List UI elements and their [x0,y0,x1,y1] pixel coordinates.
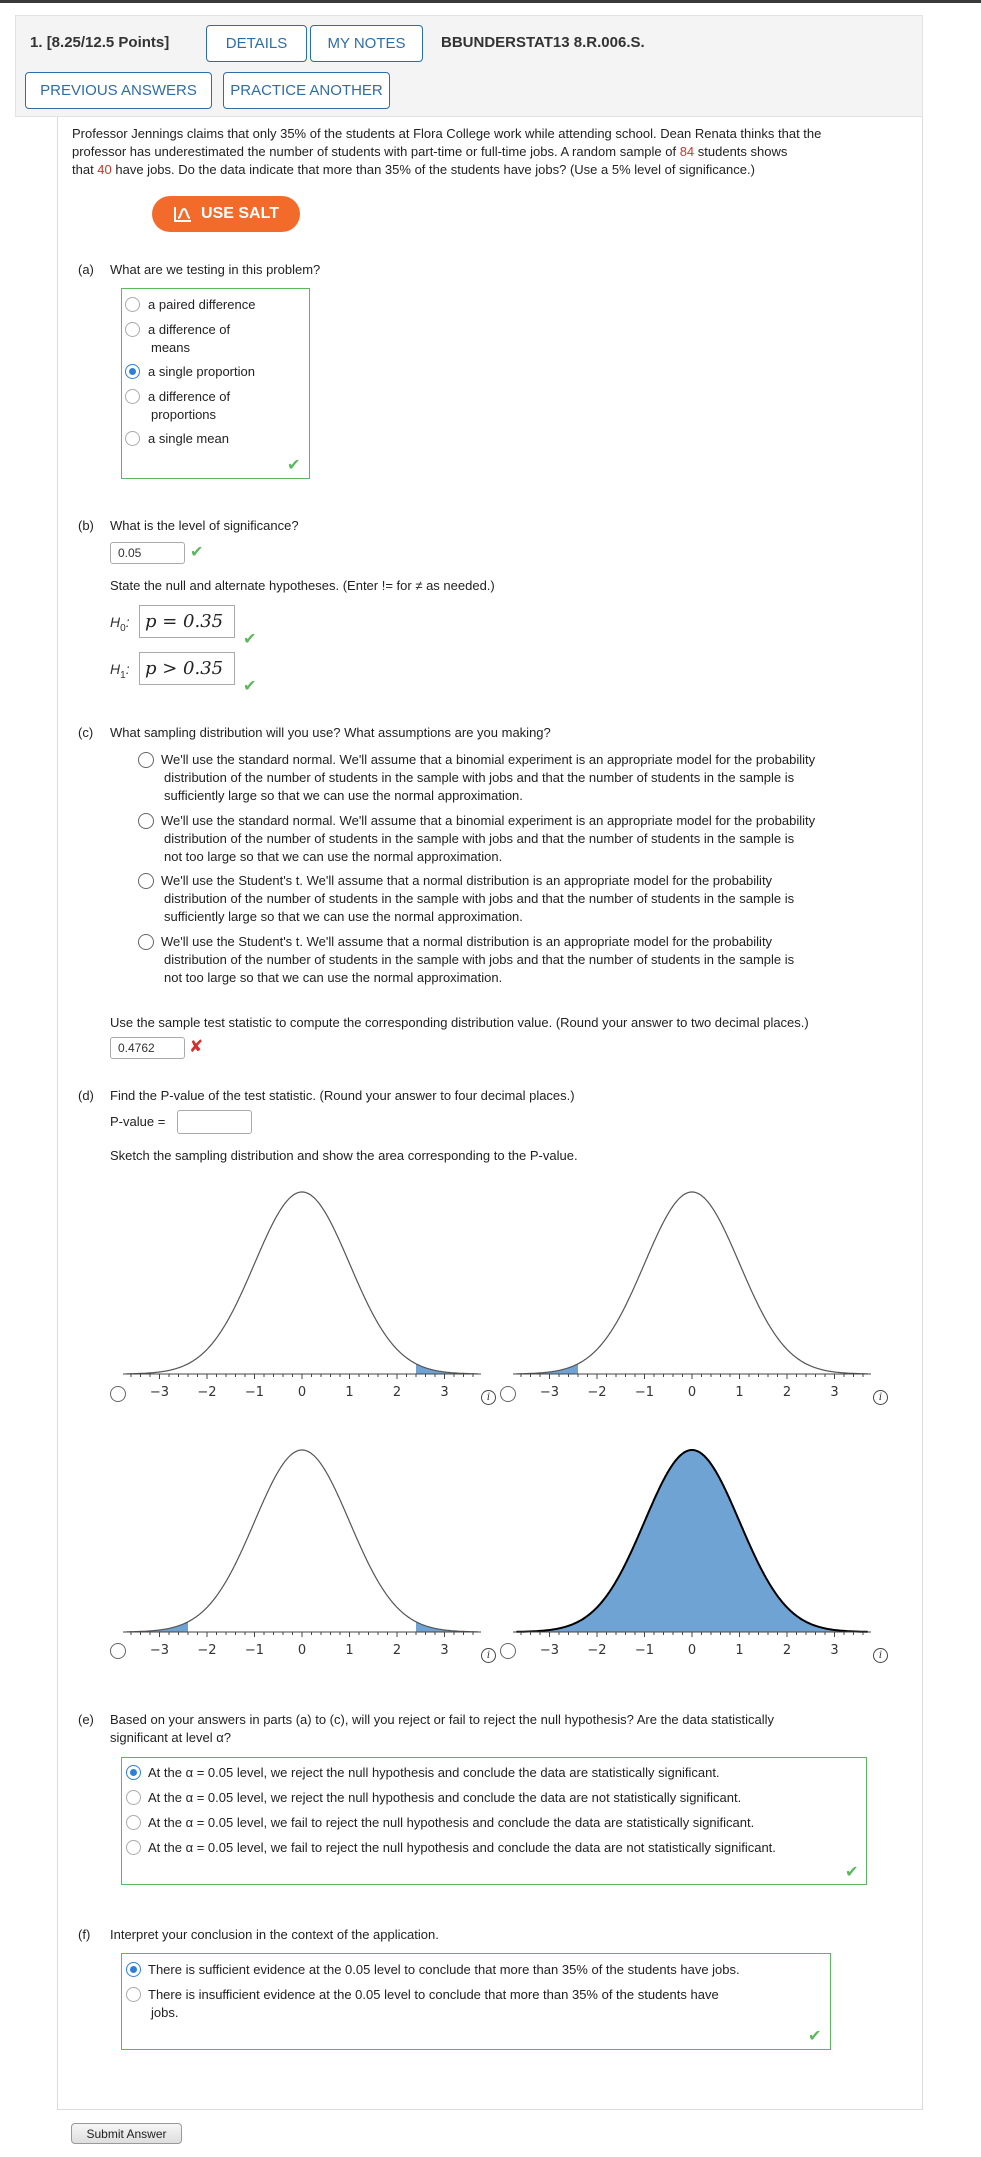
option-text: a difference of [148,389,231,404]
part-a-option-1[interactable] [148,321,230,357]
h1-input[interactable]: p > 0.35 [139,652,235,685]
part-d-label: (d) [78,1088,94,1103]
part-f-label: (f) [78,1927,91,1942]
option-text: means [151,340,191,355]
h0-label: $H_0$: [110,614,130,634]
part-a-label: (a) [78,262,94,277]
option-text: jobs. [151,2005,179,2020]
h1-label: $H_1$: [110,661,130,681]
problem-text: professor has underestimated the number of students with part-time or full-time jobs. A random sample of [72,144,680,159]
part-c-radio-0[interactable] [138,752,154,768]
option-text: distribution of the number of students in the sample with jobs and that the number of students in the sample is [164,831,795,846]
part-f-radio-1[interactable] [126,1987,141,2002]
option-text: a paired difference [148,297,256,312]
option-text: a single proportion [148,364,255,379]
h1-subscript: 1 [120,669,126,681]
use-salt-button[interactable] [152,196,300,232]
axis-tick-label: 0 [687,1643,697,1658]
info-icon[interactable]: i [873,1648,888,1663]
question-text: Based on your answers in parts (a) to (c), will you reject or fail to reject the null hypothesis? Are the data statistically [110,1712,775,1727]
correct-check-icon: ✔ [190,544,204,561]
info-icon[interactable]: i [481,1648,496,1663]
part-e-option-3[interactable]: At the α = 0.05 level, we fail to reject the null hypothesis and conclude the data are not statistically significant. [148,1840,776,1855]
part-c-label: (c) [78,725,94,740]
axis-tick-label: 0 [687,1385,697,1400]
option-text: There is insufficient evidence at the 0.05 level to conclude that more than 35% of the students have [148,1987,719,2002]
part-c-radio-1[interactable] [138,813,154,829]
option-text: distribution of the number of students in the sample with jobs and that the number of students in the sample is [164,891,795,906]
axis-tick-label: 3 [440,1385,449,1400]
part-a-question: What are we testing in this problem? [110,262,321,277]
part-f-option-1[interactable] [148,1986,719,2022]
problem-text: that [72,162,98,177]
part-a-option-4[interactable] [148,430,229,448]
submit-answer-button[interactable]: Submit Answer [71,2123,182,2144]
axis-tick-label: −1 [634,1385,655,1400]
axis-tick-label: −3 [149,1385,170,1400]
axis-tick-label: −3 [539,1385,560,1400]
axis-tick-label: −2 [587,1643,607,1658]
correct-check-icon: ✔ [287,457,301,474]
part-a-option-0[interactable] [148,296,255,314]
pvalue-label: P-value = [110,1114,166,1129]
axis-tick-label: 3 [440,1643,449,1658]
correct-check-icon: ✔ [243,678,257,695]
hypotheses-prompt: State the null and alternate hypotheses. (Enter != for ≠ as needed.) [110,578,495,593]
salt-icon [173,205,193,223]
part-f-radio-0[interactable] [126,1962,141,1977]
part-c-option-1[interactable] [161,812,901,866]
problem-text: students shows [694,144,788,159]
part-a-radio-0[interactable] [125,297,140,312]
normal-curve [126,1192,478,1374]
significance-input[interactable]: 0.05 [110,542,185,564]
option-text: not too large so that we can use the normal approximation. [164,849,503,864]
info-icon[interactable]: i [873,1390,888,1405]
question-number-points [30,34,169,51]
part-a-option-3[interactable] [148,388,230,424]
graph-0[interactable] [120,1182,484,1404]
part-c-option-0[interactable] [161,751,901,805]
correct-check-icon: ✔ [845,1864,859,1881]
axis-tick-label: −1 [634,1643,655,1658]
part-c-option-3[interactable] [161,933,901,987]
test-stat-input[interactable]: 0.4762 [110,1037,185,1059]
part-e-label: (e) [78,1712,94,1727]
option-text: proportions [151,407,217,422]
info-icon[interactable]: i [481,1390,496,1405]
sample-size-value: 84 [679,144,695,159]
problem-line-2 [72,143,922,161]
part-e-radio-3[interactable] [126,1840,141,1855]
test-stat-prompt: Use the sample test statistic to compute the corresponding distribution value. (Round your answer to two decimal places.) [110,1015,809,1030]
part-b-question: What is the level of significance? [110,518,299,533]
question-points: [8.25/12.5 Points] [46,34,170,51]
axis-tick-label: 2 [782,1643,792,1658]
axis-tick-label: 1 [345,1643,354,1658]
sketch-prompt: Sketch the sampling distribution and show the area corresponding to the P-value. [110,1148,578,1163]
part-e-question [110,1711,910,1747]
part-a-answer-box [121,288,310,479]
h0-letter: H [110,614,121,630]
axis-tick-label: 0 [297,1643,307,1658]
correct-check-icon: ✔ [243,631,257,648]
normal-curve [516,1192,868,1374]
axis-tick-label: 1 [735,1643,744,1658]
axis-tick-label: −1 [244,1385,265,1400]
part-e-option-1[interactable]: At the α = 0.05 level, we reject the null hypothesis and conclude the data are not statistically significant. [148,1790,742,1805]
part-e-radio-2[interactable] [126,1815,141,1830]
problem-line-3 [72,161,922,179]
part-e-radio-1[interactable] [126,1790,141,1805]
option-text: We'll use the Student's t. We'll assume that a normal distribution is an appropriate model for the probability [161,873,773,888]
axis-tick-label: −2 [587,1385,607,1400]
option-text: distribution of the number of students in the sample with jobs and that the number of students in the sample is [164,952,795,967]
my-notes-button[interactable]: MY NOTES [310,25,423,62]
pvalue-input[interactable] [177,1110,252,1134]
part-c-question: What sampling distribution will you use? What assumptions are you making? [110,725,551,740]
option-text: a single mean [148,431,229,446]
problem-line-1: Professor Jennings claims that only 35% of the students at Flora College work while attending school. Dean Renata thinks that the [72,126,822,141]
details-button[interactable]: DETAILS [206,25,307,62]
axis-tick-label: −2 [197,1385,217,1400]
axis-tick-label: 2 [392,1643,402,1658]
part-e-option-2[interactable]: At the α = 0.05 level, we fail to reject the null hypothesis and conclude the data are statistically significant. [148,1815,755,1830]
axis-tick-label: 1 [345,1385,354,1400]
use-salt-label: USE SALT [201,205,279,222]
part-a-radio-2[interactable] [125,364,140,379]
axis-tick-label: −3 [149,1643,170,1658]
option-text: distribution of the number of students in the sample with jobs and that the number of students in the sample is [164,770,795,785]
part-f-question: Interpret your conclusion in the context of the application. [110,1927,439,1942]
course-id: BBUNDERSTAT13 8.R.006.S. [441,34,645,51]
option-text: We'll use the standard normal. We'll assume that a binomial experiment is an appropriate model for the probability [161,813,816,828]
option-text: a difference of [148,322,231,337]
h0-input[interactable]: p = 0.35 [139,605,235,638]
part-a-radio-4[interactable] [125,431,140,446]
part-e-radio-0[interactable] [126,1765,141,1780]
axis-tick-label: 2 [782,1385,792,1400]
part-f-option-0[interactable]: There is sufficient evidence at the 0.05 level to conclude that more than 35% of the students have jobs. [148,1962,740,1977]
h1-letter: H [110,661,121,677]
option-text: We'll use the standard normal. We'll assume that a binomial experiment is an appropriate model for the probability [161,752,816,767]
option-text: sufficiently large so that we can use the normal approximation. [164,788,523,803]
normal-curve [126,1450,478,1632]
shaded-full-area [516,1450,868,1632]
axis-tick-label: 3 [830,1643,839,1658]
part-a-option-2[interactable] [148,363,255,381]
part-d-question: Find the P-value of the test statistic. (Round your answer to four decimal places.) [110,1088,575,1103]
axis-tick-label: −3 [539,1643,560,1658]
option-text: We'll use the Student's t. We'll assume that a normal distribution is an appropriate model for the probability [161,934,773,949]
question-text: significant at level α? [110,1730,231,1745]
axis-tick-label: 2 [392,1385,402,1400]
option-text: not too large so that we can use the normal approximation. [164,970,503,985]
part-a-radio-1[interactable] [125,322,140,337]
axis-tick-label: −1 [244,1643,265,1658]
part-e-option-0[interactable]: At the α = 0.05 level, we reject the null hypothesis and conclude the data are statistically significant. [148,1765,720,1780]
previous-answers-button[interactable]: PREVIOUS ANSWERS [25,72,212,109]
part-c-option-2[interactable] [161,872,901,926]
practice-another-button[interactable]: PRACTICE ANOTHER [223,72,390,109]
graph-1[interactable] [510,1182,874,1404]
option-text: sufficiently large so that we can use the normal approximation. [164,909,523,924]
axis-tick-label: 0 [297,1385,307,1400]
problem-statement [72,125,922,179]
h0-subscript: 0 [120,622,126,634]
problem-text: have jobs. Do the data indicate that more than 35% of the students have jobs? (Use a 5% level of significance.) [111,162,755,177]
part-a-radio-3[interactable] [125,389,140,404]
axis-tick-label: 1 [735,1385,744,1400]
question-number: 1. [30,34,43,51]
part-b-label: (b) [78,518,94,533]
part-c-radio-3[interactable] [138,934,154,950]
successes-value: 40 [97,162,112,177]
question-header [15,15,923,117]
correct-check-icon: ✔ [808,2028,822,2045]
part-c-radio-2[interactable] [138,873,154,889]
axis-tick-label: −2 [197,1643,217,1658]
incorrect-x-icon: ✘ [189,1037,204,1056]
graph-2[interactable] [120,1440,484,1662]
top-bar [0,0,981,3]
graph-3[interactable] [510,1440,874,1662]
axis-tick-label: 3 [830,1385,839,1400]
